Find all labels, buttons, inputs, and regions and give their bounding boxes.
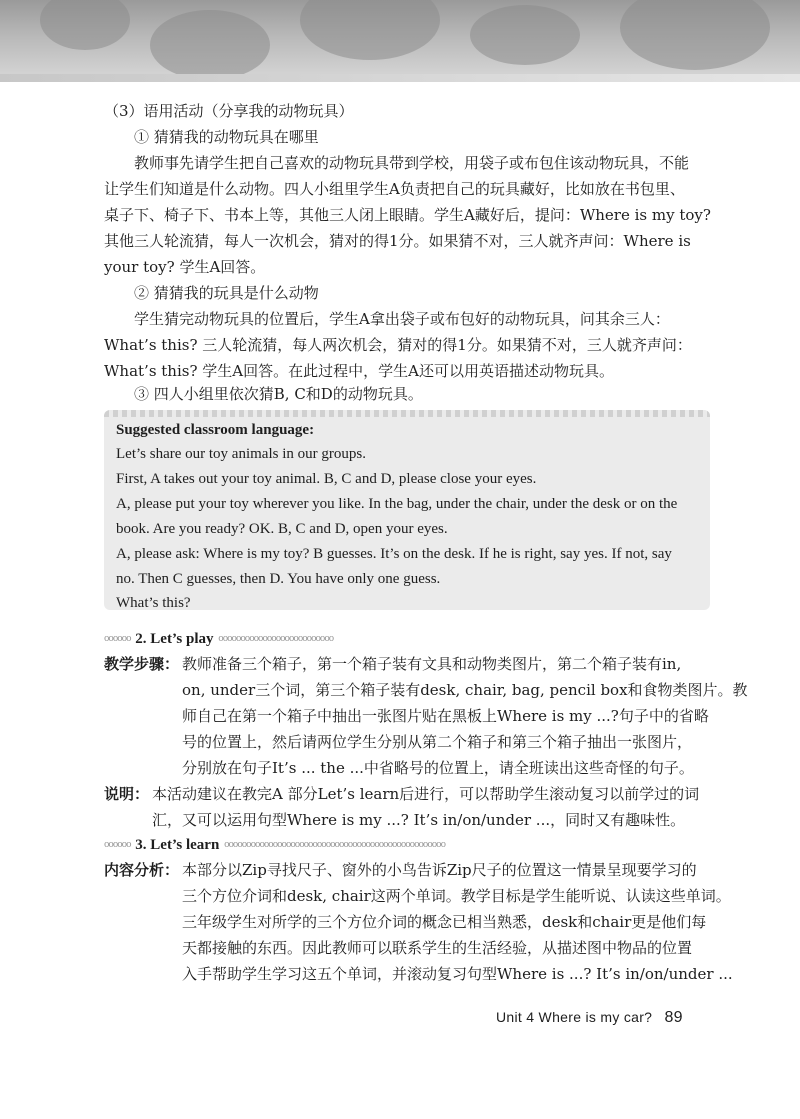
language-line: A, please ask: Where is my toy? B guesses. It’s on the desk. If he is right, say yes. If not, say <box>116 546 672 562</box>
steps-line: 分别放在句子It’s ... the ...中省略号的位置上，请全班读出这些奇怪的句子。 <box>182 759 694 777</box>
language-line: book. Are you ready? OK. B, C and D, open your eyes. <box>116 521 448 537</box>
step1-line: 让学生们知道是什么动物。四人小组里学生A负责把自己的玩具藏好，比如放在书包里、 <box>104 180 685 198</box>
play-section-heading <box>104 625 333 652</box>
language-line: A, please put your toy wherever you like. In the bag, under the chair, under the desk or on the <box>116 496 678 512</box>
note-line: 本活动建议在教完A 部分Let’s learn后进行，可以帮助学生滚动复习以前学过的词 <box>152 785 700 803</box>
steps-label: 教学步骤： <box>104 655 180 673</box>
step3-title: ③ 四人小组里依次猜B, C和D的动物玩具。 <box>134 385 423 403</box>
language-line: First, A takes out your toy animal. B, C and D, please close your eyes. <box>116 471 537 487</box>
step2-line: What’s this? 学生A回答。在此过程中，学生A还可以用英语描述动物玩具。 <box>104 362 614 380</box>
play-section-title: 2. Let’s play <box>135 631 214 647</box>
steps-line: 教师准备三个箱子，第一个箱子装有文具和动物类图片，第二个箱子装有in, <box>182 655 682 673</box>
analysis-line: 入手帮助学生学习这五个单词，并滚动复习句型Where is ...? It’s in/on/under ... <box>182 965 733 983</box>
note-line: 汇，又可以运用句型Where is my ...? It’s in/on/under ...，同时又有趣味性。 <box>152 811 686 829</box>
dotted-rule: oooooooooooooooooooooooooooooooooooooooooooooooooo <box>224 840 446 850</box>
step1-line: 其他三人轮流猜，每人一次机会，猜对的得1分。如果猜不对，三人就齐声问：Where is <box>104 232 691 250</box>
activity-heading: （3）语用活动（分享我的动物玩具） <box>104 102 354 120</box>
dotted-rule: oooooo <box>104 840 131 850</box>
page-footer <box>496 1009 683 1027</box>
language-box-title: Suggested classroom language: <box>116 422 315 438</box>
analysis-line: 三年级学生对所学的三个方位介词的概念已相当熟悉，desk和chair更是他们每 <box>182 913 707 931</box>
step2-title: ② 猜猜我的玩具是什么动物 <box>134 284 319 302</box>
footer-unit-label: Unit 4 Where is my car? <box>496 1009 653 1025</box>
analysis-line: 本部分以Zip寻找尺子、窗外的小鸟告诉Zip尺子的位置这一情景呈现要学习的 <box>182 861 697 879</box>
language-line: no. Then C guesses, then D. You have only one guess. <box>116 571 441 587</box>
steps-line: on, under三个词，第三个箱子装有desk, chair, bag, pencil box和食物类图片。教 <box>182 681 748 699</box>
step1-line: your toy? 学生A回答。 <box>104 258 266 276</box>
analysis-label: 内容分析： <box>104 861 180 879</box>
step1-line: 桌子下、椅子下、书本上等，其他三人闭上眼睛。学生A藏好后，提问：Where is my toy? <box>104 206 711 224</box>
step1-title: ① 猜猜我的动物玩具在哪里 <box>134 128 319 146</box>
steps-line: 号的位置上，然后请两位学生分别从第二个箱子和第三个箱子抽出一张图片， <box>182 733 693 751</box>
step2-line: 学生猜完动物玩具的位置后，学生A拿出袋子或布包好的动物玩具，问其余三人： <box>134 310 670 328</box>
page-number: 89 <box>664 1009 683 1026</box>
language-line: Let’s share our toy animals in our groups. <box>116 446 366 462</box>
analysis-line: 三个方位介词和desk, chair这两个单词。教学目标是学生能听说、认读这些单词。 <box>182 887 731 905</box>
analysis-line: 天都接触的东西。因此教师可以联系学生的生活经验，从描述图中物品的位置 <box>182 939 693 957</box>
learn-section-heading <box>104 831 445 858</box>
dotted-rule: oooooo <box>104 634 131 644</box>
learn-section-title: 3. Let’s learn <box>135 837 220 853</box>
language-line: What’s this? <box>116 595 191 611</box>
note-label: 说明： <box>104 785 150 803</box>
dotted-rule: oooooooooooooooooooooooooo <box>218 634 334 644</box>
step2-line: What’s this? 三人轮流猜，每人两次机会，猜对的得1分。如果猜不对，三人就齐声问： <box>104 336 692 354</box>
step1-line: 教师事先请学生把自己喜欢的动物玩具带到学校，用袋子或布包住该动物玩具，不能 <box>134 154 690 172</box>
steps-line: 师自己在第一个箱子中抽出一张图片贴在黑板上Where is my ...?句子中的省略 <box>182 707 709 725</box>
